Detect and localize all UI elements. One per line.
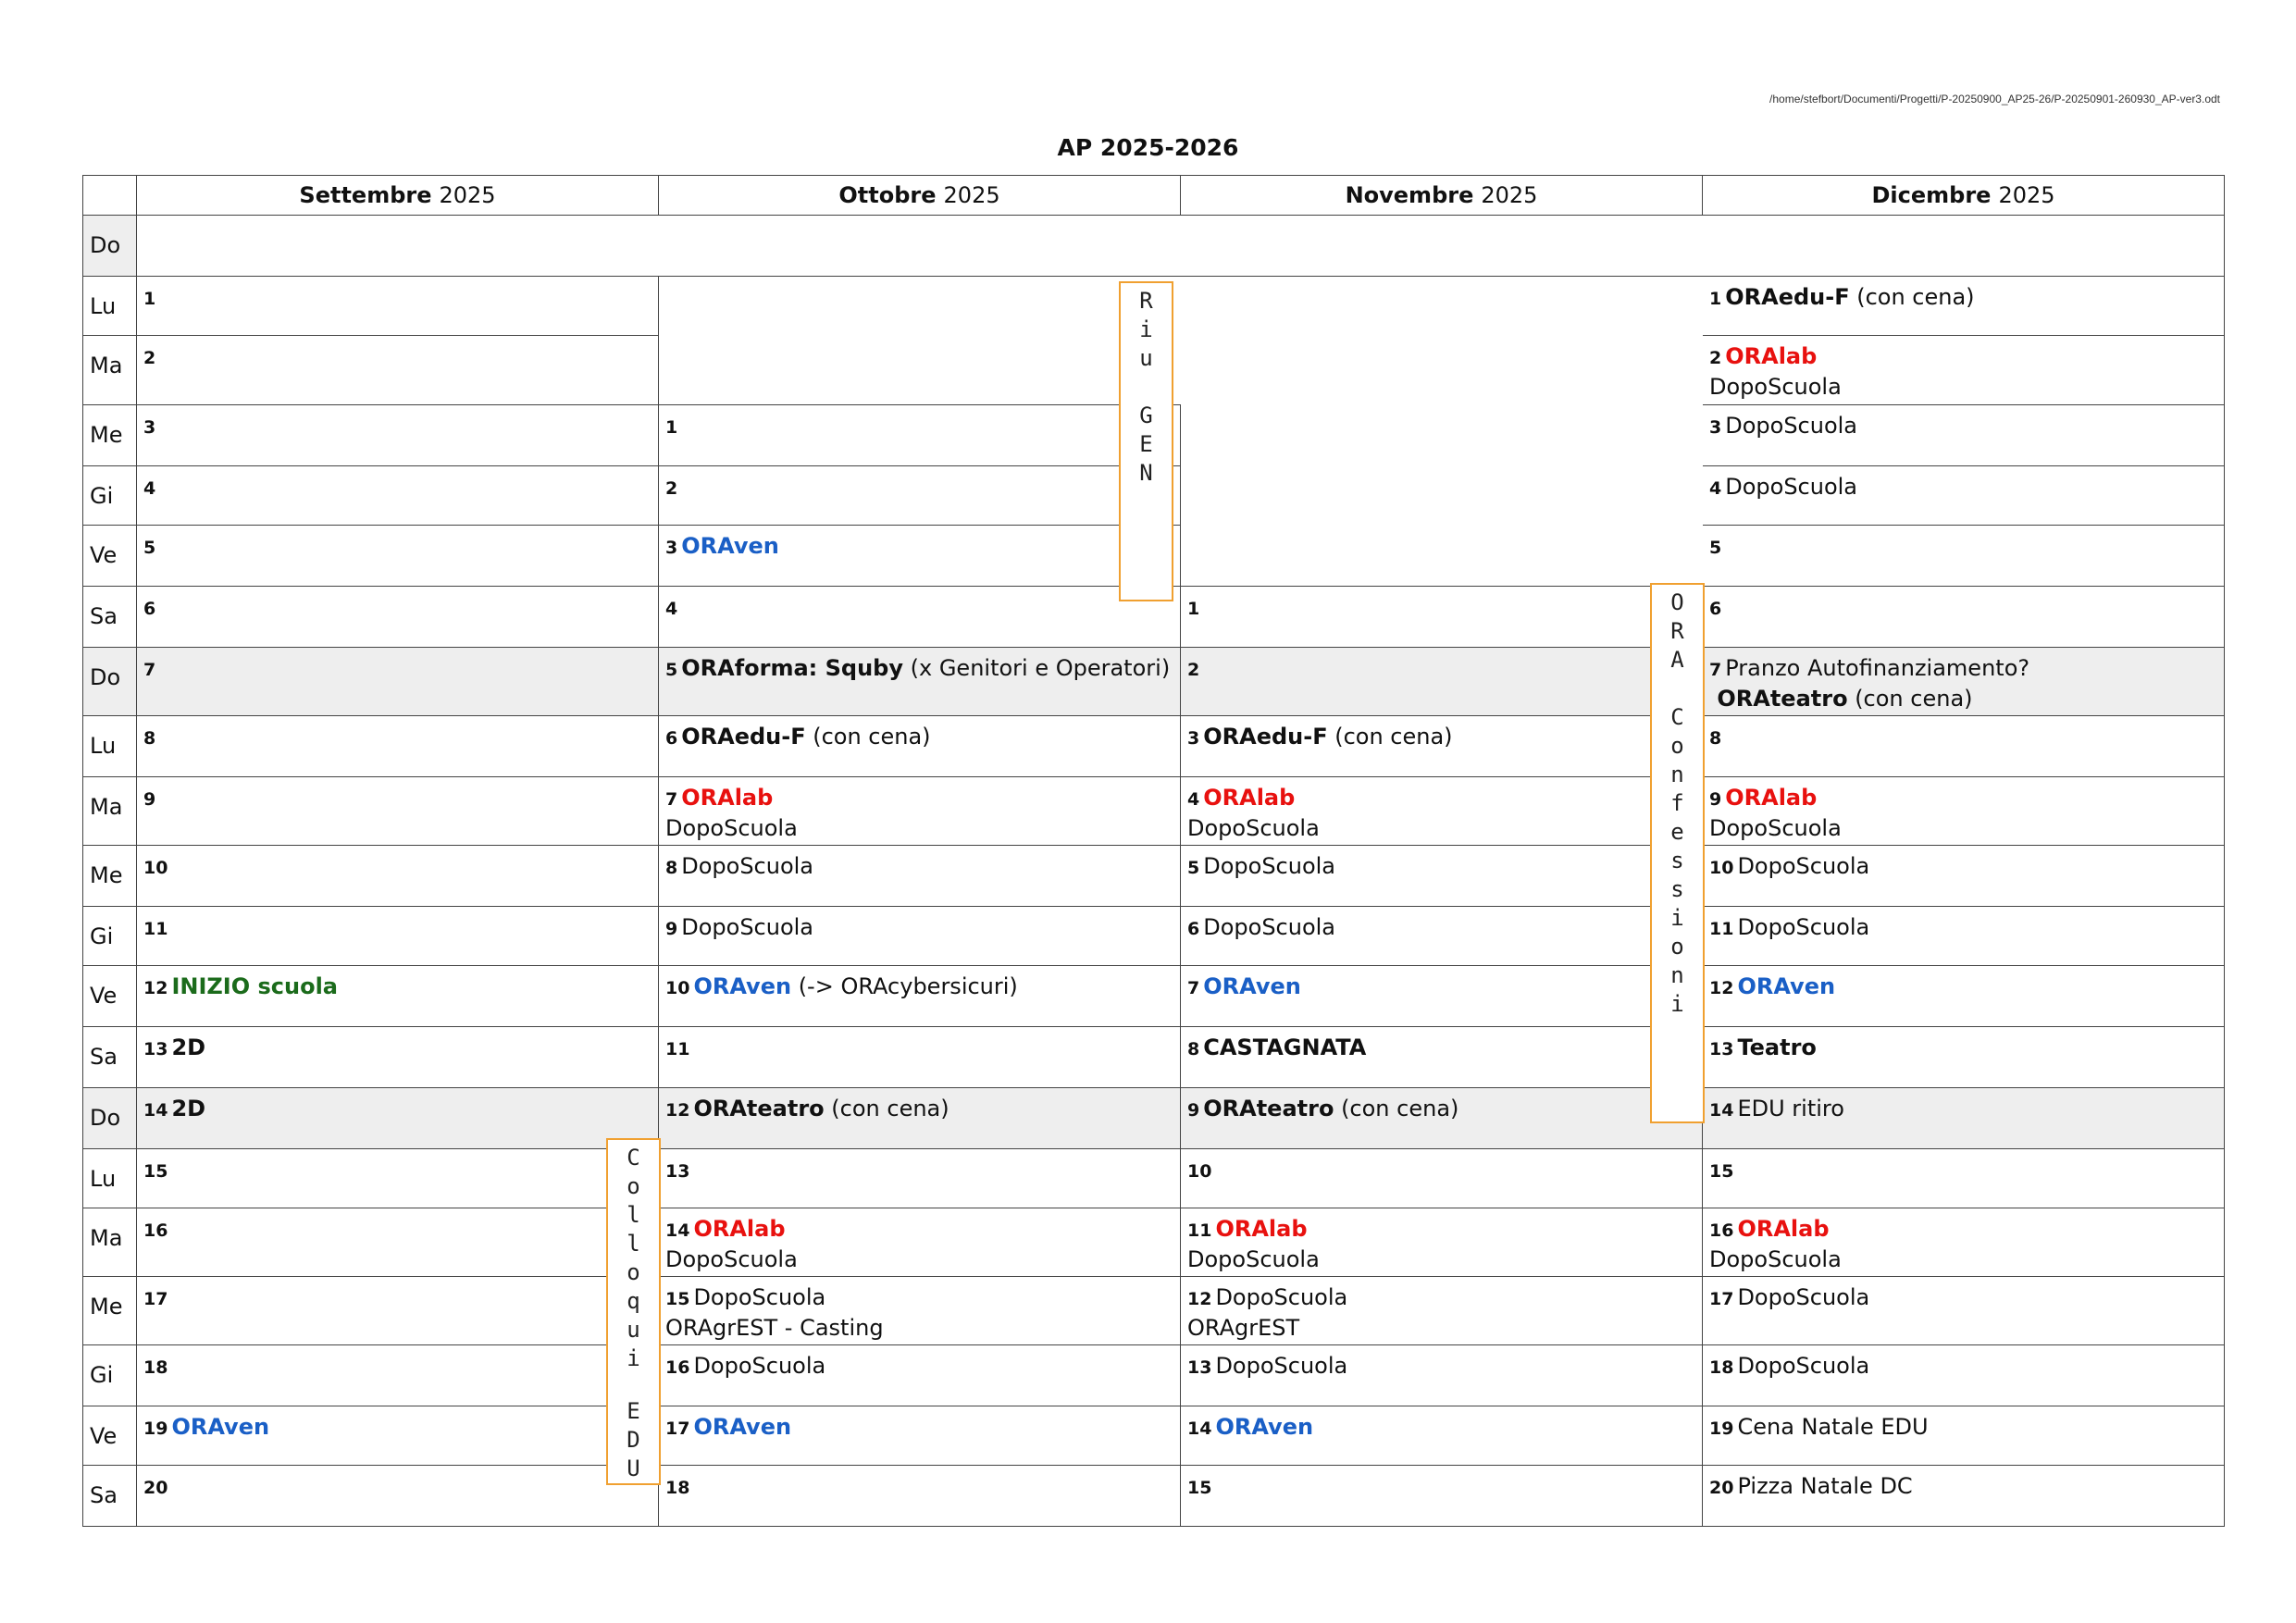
day-cell xyxy=(1703,647,2225,717)
day-cell xyxy=(1703,776,2225,847)
day-number: 10 xyxy=(665,977,690,998)
event-text: (con cena) xyxy=(824,1095,949,1121)
empty-area xyxy=(1181,277,1703,336)
day-name: Me xyxy=(82,405,137,466)
event-text: DopoScuola xyxy=(1203,913,1336,940)
day-cell xyxy=(1703,1344,2225,1407)
event-text: DopoScuola xyxy=(1709,814,1842,841)
event-text: ORAven xyxy=(693,1413,792,1440)
empty-area xyxy=(1181,336,1703,405)
corner-cell xyxy=(82,175,137,216)
day-number: 11 xyxy=(665,1038,690,1059)
day-cell xyxy=(1703,586,2225,649)
event-text: DopoScuola xyxy=(1709,1245,1842,1272)
event-text: (x Genitori e Operatori) xyxy=(903,654,1171,681)
day-number: 9 xyxy=(1709,788,1722,810)
day-number: 5 xyxy=(1187,857,1200,878)
day-cell xyxy=(659,586,1181,649)
day-name: Lu xyxy=(82,277,137,336)
vertical-letter: C xyxy=(627,1145,640,1171)
event-text: ORAgrEST xyxy=(1187,1314,1300,1341)
event-text: Cena Natale EDU xyxy=(1737,1413,1929,1440)
day-number: 18 xyxy=(1709,1357,1734,1378)
event-text: ORAteatro xyxy=(693,1095,825,1121)
event-text: DopoScuola xyxy=(1737,852,1870,879)
event-text: DopoScuola xyxy=(1203,852,1336,879)
day-number: 13 xyxy=(1187,1357,1212,1378)
day-number: 14 xyxy=(1187,1418,1212,1439)
day-name: Sa xyxy=(82,1466,137,1527)
day-number: 5 xyxy=(665,659,678,680)
day-cell xyxy=(137,404,659,467)
day-number: 1 xyxy=(1709,288,1722,309)
day-cell xyxy=(1703,404,2225,467)
day-number: 6 xyxy=(665,727,678,749)
event-text: 2D xyxy=(171,1095,206,1121)
day-cell xyxy=(1703,845,2225,908)
day-name: Me xyxy=(82,1277,137,1345)
day-number: 7 xyxy=(1187,977,1200,998)
day-number: 14 xyxy=(1709,1099,1734,1121)
event-text: DopoScuola xyxy=(1725,412,1858,439)
day-number: 8 xyxy=(1187,1038,1200,1059)
day-cell xyxy=(1181,906,1703,967)
month-name: Settembre xyxy=(299,182,432,208)
event-text: ORAlab xyxy=(1737,1215,1830,1242)
day-cell xyxy=(137,1087,659,1150)
day-cell xyxy=(137,906,659,967)
day-name: Sa xyxy=(82,1027,137,1088)
day-cell xyxy=(1703,335,2225,406)
event-text: (-> ORAcybersicuri) xyxy=(791,973,1018,999)
event-text: Pranzo Autofinanziamento? xyxy=(1725,654,2030,681)
event-text: DopoScuola xyxy=(1737,1352,1870,1379)
event-text: DopoScuola xyxy=(693,1352,826,1379)
vertical-letter: E xyxy=(1139,431,1153,457)
day-name: Ma xyxy=(82,1208,137,1277)
vertical-letter: u xyxy=(627,1317,640,1343)
day-name: Ve xyxy=(82,526,137,587)
day-cell xyxy=(659,906,1181,967)
day-number: 3 xyxy=(1709,416,1722,438)
day-cell xyxy=(137,1276,659,1346)
day-cell xyxy=(659,845,1181,908)
day-number: 16 xyxy=(665,1357,690,1378)
day-cell xyxy=(137,647,659,717)
day-name: Gi xyxy=(82,907,137,966)
day-number: 8 xyxy=(143,727,156,749)
day-cell xyxy=(659,404,1181,467)
day-number: 12 xyxy=(143,977,168,998)
vertical-letter: s xyxy=(1670,848,1684,873)
day-number: 13 xyxy=(1709,1038,1734,1059)
day-cell xyxy=(1181,1344,1703,1407)
event-text: INIZIO scuola xyxy=(171,973,338,999)
vertical-letter: n xyxy=(1670,962,1684,988)
day-number: 15 xyxy=(143,1160,168,1182)
vertical-letter: C xyxy=(1670,704,1684,730)
day-name: Lu xyxy=(82,1149,137,1208)
riu-gen-box xyxy=(1119,281,1173,601)
month-year: 2025 xyxy=(439,182,496,208)
event-text: (con cena) xyxy=(1327,723,1453,750)
vertical-letter: l xyxy=(627,1231,640,1257)
vertical-letter: e xyxy=(1670,819,1684,845)
day-cell xyxy=(1703,1148,2225,1209)
month-year: 2025 xyxy=(943,182,1000,208)
day-cell xyxy=(1703,525,2225,588)
day-cell xyxy=(137,586,659,649)
day-number: 10 xyxy=(143,857,168,878)
day-number: 14 xyxy=(665,1220,690,1241)
event-text: Teatro xyxy=(1737,1034,1817,1060)
day-cell xyxy=(1703,276,2225,337)
month-header xyxy=(1181,175,1703,216)
day-number: 16 xyxy=(1709,1220,1734,1241)
day-number: 9 xyxy=(1187,1099,1200,1121)
day-cell xyxy=(1703,965,2225,1028)
day-cell xyxy=(659,1087,1181,1150)
event-text: DopoScuola xyxy=(1215,1283,1348,1310)
event-text: ORAven xyxy=(1215,1413,1314,1440)
event-text: ORAedu-F xyxy=(1203,723,1328,750)
day-number: 8 xyxy=(665,857,678,878)
day-number: 3 xyxy=(143,416,156,438)
empty-area xyxy=(1181,405,1703,466)
event-text: DopoScuola xyxy=(1725,473,1858,500)
empty-area xyxy=(1181,526,1703,587)
day-cell xyxy=(659,1465,1181,1528)
day-cell xyxy=(1703,715,2225,778)
empty-area xyxy=(659,336,1181,405)
event-text: ORAlab xyxy=(681,784,774,811)
day-number: 1 xyxy=(665,416,678,438)
day-cell xyxy=(659,1148,1181,1209)
day-cell xyxy=(1703,1406,2225,1467)
day-cell xyxy=(137,845,659,908)
day-cell xyxy=(1703,1465,2225,1528)
day-cell xyxy=(1181,1465,1703,1528)
event-text: ORAven xyxy=(171,1413,270,1440)
day-number: 20 xyxy=(1709,1477,1734,1498)
day-cell xyxy=(137,776,659,847)
event-text: ORAven xyxy=(1203,973,1301,999)
month-name: Ottobre xyxy=(838,182,937,208)
day-name: Do xyxy=(82,648,137,716)
day-number: 20 xyxy=(143,1477,168,1498)
vertical-letter: l xyxy=(627,1202,640,1228)
day-cell xyxy=(1181,965,1703,1028)
day-number: 1 xyxy=(143,288,156,309)
event-text: ORAforma: Squby xyxy=(681,654,903,681)
day-cell xyxy=(1703,465,2225,527)
event-text: ORAlab xyxy=(1215,1215,1308,1242)
day-cell xyxy=(1181,1148,1703,1209)
day-cell xyxy=(137,1148,659,1209)
event-text: ORAedu-F xyxy=(681,723,806,750)
day-cell xyxy=(137,1208,659,1278)
day-cell xyxy=(659,1344,1181,1407)
day-number: 6 xyxy=(143,598,156,619)
day-number: 13 xyxy=(143,1038,168,1059)
vertical-letter: i xyxy=(1670,905,1684,931)
event-text: (con cena) xyxy=(805,723,931,750)
day-number: 2 xyxy=(1187,659,1200,680)
day-number: 17 xyxy=(665,1418,690,1439)
day-number: 4 xyxy=(1187,788,1200,810)
vertical-letter: R xyxy=(1139,288,1153,314)
day-name: Do xyxy=(82,216,137,277)
day-cell xyxy=(137,965,659,1028)
day-number: 18 xyxy=(665,1477,690,1498)
event-text: DopoScuola xyxy=(681,852,814,879)
event-text: ORAteatro xyxy=(1203,1095,1334,1121)
day-cell xyxy=(1181,647,1703,717)
month-name: Novembre xyxy=(1345,182,1474,208)
day-cell xyxy=(1181,1208,1703,1278)
day-cell xyxy=(659,525,1181,588)
event-text: ORAgrEST - Casting xyxy=(665,1314,884,1341)
day-cell xyxy=(659,1208,1181,1278)
event-text: ORAedu-F xyxy=(1725,283,1850,310)
day-cell xyxy=(137,276,659,337)
day-cell xyxy=(1181,715,1703,778)
day-cell xyxy=(137,715,659,778)
day-cell xyxy=(1703,1208,2225,1278)
empty-cell xyxy=(137,215,2225,278)
day-name: Gi xyxy=(82,1345,137,1406)
day-number: 9 xyxy=(665,918,678,939)
vertical-letter: i xyxy=(1670,991,1684,1017)
ora-confessioni-box xyxy=(1650,583,1705,1123)
day-cell xyxy=(1703,906,2225,967)
event-text: DopoScuola xyxy=(681,913,814,940)
vertical-letter: O xyxy=(1670,589,1684,615)
vertical-letter: D xyxy=(627,1427,640,1453)
day-number: 7 xyxy=(665,788,678,810)
day-number: 13 xyxy=(665,1160,690,1182)
day-number: 6 xyxy=(1709,598,1722,619)
day-number: 15 xyxy=(1709,1160,1734,1182)
month-header xyxy=(1703,175,2225,216)
vertical-letter: A xyxy=(1670,647,1684,673)
vertical-letter: n xyxy=(1670,762,1684,787)
day-number: 15 xyxy=(665,1288,690,1309)
day-number: 17 xyxy=(1709,1288,1734,1309)
month-header xyxy=(659,175,1181,216)
day-cell xyxy=(659,1406,1181,1467)
event-text: DopoScuola xyxy=(693,1283,826,1310)
event-text: ORAlab xyxy=(1725,784,1818,811)
day-number: 3 xyxy=(665,537,678,558)
day-cell xyxy=(137,1344,659,1407)
day-cell xyxy=(1703,1026,2225,1089)
day-number: 12 xyxy=(1187,1288,1212,1309)
day-cell xyxy=(137,335,659,406)
day-name: Ma xyxy=(82,336,137,405)
day-number: 1 xyxy=(1187,598,1200,619)
day-number: 4 xyxy=(1709,477,1722,499)
day-cell xyxy=(1703,1276,2225,1346)
event-text: ORAlab xyxy=(693,1215,786,1242)
vertical-letter: q xyxy=(627,1288,640,1314)
day-cell xyxy=(659,1026,1181,1089)
vertical-letter: u xyxy=(1139,345,1153,371)
day-name: Sa xyxy=(82,587,137,648)
day-number: 2 xyxy=(1709,347,1722,368)
vertical-letter: f xyxy=(1670,790,1684,816)
event-text: EDU ritiro xyxy=(1737,1095,1844,1121)
day-cell xyxy=(659,965,1181,1028)
day-cell xyxy=(137,1026,659,1089)
event-text: ORAven xyxy=(681,532,779,559)
event-text: ORAven xyxy=(1737,973,1836,999)
day-cell xyxy=(659,647,1181,717)
event-text: ORAven xyxy=(693,973,792,999)
day-number: 2 xyxy=(143,347,156,368)
day-name: Lu xyxy=(82,716,137,777)
day-number: 6 xyxy=(1187,918,1200,939)
vertical-letter: U xyxy=(627,1456,640,1481)
day-number: 7 xyxy=(143,659,156,680)
day-number: 8 xyxy=(1709,727,1722,749)
page-title: AP 2025-2026 xyxy=(1057,134,1239,161)
day-number: 10 xyxy=(1709,857,1734,878)
day-cell xyxy=(1181,1276,1703,1346)
event-text: ORAteatro xyxy=(1709,685,1848,712)
day-number: 5 xyxy=(1709,537,1722,558)
vertical-letter: s xyxy=(1670,876,1684,902)
day-name: Gi xyxy=(82,466,137,526)
day-cell xyxy=(659,776,1181,847)
day-number: 14 xyxy=(143,1099,168,1121)
day-number: 15 xyxy=(1187,1477,1212,1498)
day-cell xyxy=(1181,1406,1703,1467)
day-cell xyxy=(1703,1087,2225,1150)
vertical-letter: E xyxy=(627,1398,640,1424)
day-number: 11 xyxy=(1187,1220,1212,1241)
day-number: 12 xyxy=(665,1099,690,1121)
event-text: (con cena) xyxy=(1849,283,1975,310)
empty-area xyxy=(659,277,1181,336)
day-name: Do xyxy=(82,1088,137,1149)
event-text: DopoScuola xyxy=(665,1245,798,1272)
day-number: 16 xyxy=(143,1220,168,1241)
day-number: 19 xyxy=(1709,1418,1734,1439)
day-cell xyxy=(659,1276,1181,1346)
day-number: 17 xyxy=(143,1288,168,1309)
event-text: DopoScuola xyxy=(1187,814,1320,841)
month-name: Dicembre xyxy=(1871,182,1992,208)
day-number: 4 xyxy=(143,477,156,499)
event-text: DopoScuola xyxy=(1187,1245,1320,1272)
event-text: CASTAGNATA xyxy=(1203,1034,1367,1060)
vertical-letter: i xyxy=(627,1345,640,1371)
event-text: ORAlab xyxy=(1725,342,1818,369)
month-year: 2025 xyxy=(1481,182,1538,208)
day-cell xyxy=(1181,776,1703,847)
file-path: /home/stefbort/Documenti/Progetti/P-20250900_AP25-26/P-20250901-260930_AP-ver3.odt xyxy=(1769,93,2220,105)
event-text: Pizza Natale DC xyxy=(1737,1472,1913,1499)
day-cell xyxy=(137,525,659,588)
event-text: ORAlab xyxy=(1203,784,1296,811)
day-name: Ve xyxy=(82,966,137,1027)
day-cell xyxy=(1181,1087,1703,1150)
event-text: DopoScuola xyxy=(1737,1283,1870,1310)
day-number: 19 xyxy=(143,1418,168,1439)
vertical-letter: o xyxy=(627,1173,640,1199)
day-number: 3 xyxy=(1187,727,1200,749)
day-cell xyxy=(1181,586,1703,649)
day-number: 10 xyxy=(1187,1160,1212,1182)
day-name: Me xyxy=(82,846,137,907)
day-name: Ma xyxy=(82,777,137,846)
empty-area xyxy=(1181,466,1703,526)
day-cell xyxy=(659,715,1181,778)
day-number: 12 xyxy=(1709,977,1734,998)
month-header xyxy=(137,175,659,216)
day-number: 11 xyxy=(1709,918,1734,939)
day-cell xyxy=(137,1465,659,1528)
day-number: 7 xyxy=(1709,659,1722,680)
event-text: DopoScuola xyxy=(1737,913,1870,940)
vertical-letter: G xyxy=(1139,403,1153,428)
event-text: DopoScuola xyxy=(1709,373,1842,400)
day-cell xyxy=(137,465,659,527)
event-text: 2D xyxy=(171,1034,206,1060)
vertical-letter: o xyxy=(627,1259,640,1285)
day-number: 5 xyxy=(143,537,156,558)
event-text: DopoScuola xyxy=(1215,1352,1348,1379)
vertical-letter: N xyxy=(1139,460,1153,486)
day-number: 18 xyxy=(143,1357,168,1378)
day-cell xyxy=(1181,845,1703,908)
vertical-letter: o xyxy=(1670,733,1684,759)
event-text: (con cena) xyxy=(1847,685,1973,712)
day-number: 11 xyxy=(143,918,168,939)
month-year: 2025 xyxy=(1998,182,2055,208)
day-cell xyxy=(137,1406,659,1467)
event-text: (con cena) xyxy=(1334,1095,1459,1121)
vertical-letter: o xyxy=(1670,934,1684,960)
day-cell xyxy=(659,465,1181,527)
vertical-letter: R xyxy=(1670,618,1684,644)
day-number: 2 xyxy=(665,477,678,499)
day-number: 4 xyxy=(665,598,678,619)
vertical-letter: i xyxy=(1139,316,1153,342)
day-cell xyxy=(1181,1026,1703,1089)
colloqui-edu-box xyxy=(606,1138,661,1485)
day-name: Ve xyxy=(82,1406,137,1466)
event-text: DopoScuola xyxy=(665,814,798,841)
day-number: 9 xyxy=(143,788,156,810)
